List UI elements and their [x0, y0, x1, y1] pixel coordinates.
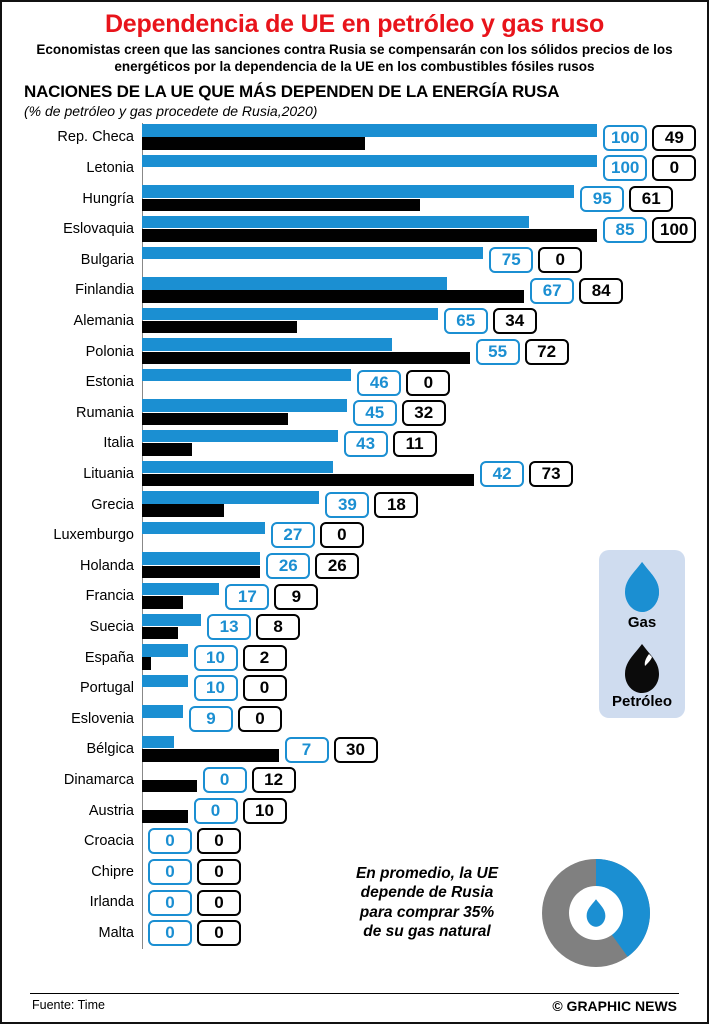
- value-pill-gas: 26: [266, 553, 310, 579]
- bar-gas: [142, 216, 529, 228]
- value-pill-gas: 0: [148, 859, 192, 885]
- bar-gas: [142, 491, 319, 503]
- page-title: Dependencia de UE en petróleo y gas ruso: [104, 10, 605, 38]
- chart-row: [2, 582, 699, 613]
- average-note-line3: para comprar 35%: [359, 903, 495, 921]
- chart-row: [2, 673, 699, 704]
- bar-gas: [142, 155, 597, 167]
- category-label: Lituania: [83, 465, 134, 482]
- value-pill-oil: 0: [238, 706, 282, 732]
- chart-row: [2, 796, 699, 827]
- value-labels: [480, 461, 573, 487]
- bar-track: [142, 796, 699, 827]
- legend-label-oil: Petróleo: [611, 693, 672, 710]
- bar-chart: [2, 123, 707, 949]
- bar-oil: [142, 137, 365, 149]
- source-label: Fuente: Time: [32, 998, 105, 1012]
- bar-gas: [142, 399, 347, 411]
- value-labels: [194, 675, 287, 701]
- bar-gas: [142, 247, 483, 259]
- value-pill-oil: 11: [393, 431, 437, 457]
- bar-track: [142, 184, 699, 215]
- value-pill-oil: 2: [243, 645, 287, 671]
- category-label: Eslovaquia: [63, 221, 134, 238]
- category-label: España: [84, 649, 134, 666]
- category-label: Hungría: [82, 190, 134, 207]
- bar-track: [142, 520, 699, 551]
- zero-axis: [142, 918, 143, 949]
- value-pill-oil: 72: [525, 339, 569, 365]
- bar-oil: [142, 229, 597, 241]
- value-labels: [189, 706, 282, 732]
- value-pill-oil: 8: [256, 614, 300, 640]
- value-pill-gas: 75: [489, 247, 533, 273]
- category-label: Bélgica: [86, 741, 134, 758]
- chart-row: [2, 184, 699, 215]
- value-pill-oil: 0: [652, 155, 696, 181]
- value-labels: [580, 186, 673, 212]
- value-labels: [357, 370, 450, 396]
- category-label: Suecia: [89, 618, 134, 635]
- bar-track: [142, 306, 699, 337]
- value-labels: [476, 339, 569, 365]
- bar-gas: [142, 277, 447, 289]
- value-labels: [489, 247, 582, 273]
- bar-oil: [142, 199, 420, 211]
- bar-gas: [142, 185, 574, 197]
- value-pill-oil: 26: [315, 553, 359, 579]
- bar-oil: [142, 780, 197, 792]
- chart-row: [2, 276, 699, 307]
- value-labels: [325, 492, 418, 518]
- bar-oil: [142, 443, 192, 455]
- chart-row: [2, 765, 699, 796]
- bar-gas: [142, 583, 219, 595]
- zero-axis: [142, 826, 143, 857]
- value-labels: [444, 308, 537, 334]
- value-pill-oil: 0: [197, 890, 241, 916]
- value-pill-gas: 55: [476, 339, 520, 365]
- value-pill-gas: 85: [603, 217, 647, 243]
- value-pill-gas: 65: [444, 308, 488, 334]
- average-note-line2: depende de Rusia: [360, 884, 494, 902]
- category-label: Dinamarca: [63, 771, 134, 788]
- bar-oil: [142, 321, 297, 333]
- value-pill-gas: 46: [357, 370, 401, 396]
- chart-row: [2, 643, 699, 674]
- value-pill-gas: 39: [325, 492, 369, 518]
- category-label: Alemania: [73, 313, 134, 329]
- bar-track: [142, 368, 699, 399]
- chart-row: [2, 337, 699, 368]
- chart-row: [2, 612, 699, 643]
- category-label: Bulgaria: [80, 251, 134, 268]
- category-label: Luxemburgo: [53, 527, 134, 544]
- chart-row: [2, 368, 699, 399]
- value-labels: [194, 798, 287, 824]
- chart-row: [2, 306, 699, 337]
- bar-oil: [142, 474, 474, 486]
- value-pill-oil: 0: [406, 370, 450, 396]
- zero-axis: [142, 857, 143, 888]
- bar-oil: [142, 810, 188, 822]
- bar-track: [142, 245, 699, 276]
- bar-oil: [142, 596, 183, 608]
- chart-row: [2, 245, 699, 276]
- category-label: Letonia: [86, 160, 134, 177]
- value-pill-oil: 18: [374, 492, 418, 518]
- bar-gas: [142, 705, 183, 717]
- category-label: Francia: [85, 588, 134, 605]
- chart-row: [2, 735, 699, 766]
- credit-label: © GRAPHIC NEWS: [552, 998, 677, 1014]
- value-pill-oil: 0: [197, 828, 241, 854]
- bar-track: [142, 429, 699, 460]
- bar-gas: [142, 644, 188, 656]
- category-label: Chipre: [91, 863, 134, 880]
- value-pill-gas: 10: [194, 675, 238, 701]
- chart-row: [2, 551, 699, 582]
- bar-gas: [142, 552, 260, 564]
- value-pill-gas: 0: [203, 767, 247, 793]
- value-pill-gas: 42: [480, 461, 524, 487]
- value-pill-oil: 10: [243, 798, 287, 824]
- value-labels: [603, 125, 696, 151]
- section-subheading: (% de petróleo y gas procedete de Rusia,2020): [24, 102, 318, 119]
- bar-oil: [142, 749, 279, 761]
- bar-track: [142, 276, 699, 307]
- bar-oil: [142, 352, 470, 364]
- value-pill-oil: 0: [538, 247, 582, 273]
- value-pill-gas: 0: [148, 828, 192, 854]
- chart-row: [2, 398, 699, 429]
- value-pill-oil: 49: [652, 125, 696, 151]
- bar-gas: [142, 675, 188, 687]
- average-note-line1: En promedio, la UE: [355, 865, 499, 882]
- chart-row: [2, 826, 699, 857]
- bar-gas: [142, 522, 265, 534]
- category-label: Grecia: [91, 496, 134, 513]
- category-label: Malta: [98, 924, 134, 941]
- value-labels: [530, 278, 623, 304]
- bar-gas: [142, 369, 351, 381]
- bar-track: [142, 398, 699, 429]
- value-pill-oil: 34: [493, 308, 537, 334]
- chart-row: [2, 215, 699, 246]
- page-subtitle: Economistas creen que las sanciones contra Rusia se compensarán con los sólidos precios de los energéticos por la dependencia de la UE en los combustibles fósiles rusos: [36, 42, 673, 74]
- value-pill-oil: 9: [274, 584, 318, 610]
- value-pill-gas: 43: [344, 431, 388, 457]
- chart-row: [2, 429, 699, 460]
- value-pill-gas: 95: [580, 186, 624, 212]
- bar-track: [142, 459, 699, 490]
- gas-flame-icon: [599, 558, 685, 616]
- value-pill-gas: 0: [194, 798, 238, 824]
- bar-gas: [142, 430, 338, 442]
- value-pill-oil: 0: [197, 859, 241, 885]
- section-heading: NACIONES DE LA UE QUE MÁS DEPENDEN DE LA ENERGÍA RUSA: [24, 81, 560, 101]
- bar-track: [142, 123, 699, 154]
- bar-oil: [142, 290, 524, 302]
- value-pill-gas: 13: [207, 614, 251, 640]
- bar-gas: [142, 736, 174, 748]
- legend: [599, 550, 685, 718]
- category-label: Polonia: [85, 343, 134, 360]
- value-labels: [271, 522, 364, 548]
- bar-track: [142, 215, 699, 246]
- chart-row: [2, 123, 699, 154]
- category-label: Estonia: [85, 374, 134, 391]
- value-pill-gas: 0: [148, 890, 192, 916]
- value-labels: [603, 217, 696, 243]
- value-labels: [148, 890, 241, 916]
- bar-gas: [142, 461, 333, 473]
- chart-row: [2, 490, 699, 521]
- donut-chart: [540, 857, 652, 969]
- bar-track: [142, 153, 699, 184]
- bar-oil: [142, 657, 151, 669]
- value-pill-oil: 0: [320, 522, 364, 548]
- value-pill-oil: 100: [652, 217, 696, 243]
- value-pill-gas: 100: [603, 125, 647, 151]
- value-labels: [148, 859, 241, 885]
- value-pill-gas: 0: [148, 920, 192, 946]
- value-pill-oil: 12: [252, 767, 296, 793]
- value-pill-oil: 0: [243, 675, 287, 701]
- zero-axis: [142, 888, 143, 919]
- oil-drop-icon: [599, 639, 685, 697]
- value-labels: [266, 553, 359, 579]
- value-pill-oil: 73: [529, 461, 573, 487]
- bar-oil: [142, 627, 178, 639]
- value-labels: [148, 828, 241, 854]
- value-pill-gas: 17: [225, 584, 269, 610]
- bar-gas: [142, 308, 438, 320]
- chart-row: [2, 520, 699, 551]
- category-label: Rumania: [75, 404, 134, 421]
- bar-track: [142, 490, 699, 521]
- bar-track: [142, 765, 699, 796]
- footer: [2, 998, 707, 1014]
- bar-oil: [142, 566, 260, 578]
- value-pill-oil: 84: [579, 278, 623, 304]
- chart-row: [2, 704, 699, 735]
- footer-divider: [30, 993, 679, 994]
- category-label: Italia: [103, 435, 134, 452]
- value-labels: [603, 155, 696, 181]
- value-pill-oil: 0: [197, 920, 241, 946]
- value-pill-gas: 9: [189, 706, 233, 732]
- value-pill-oil: 61: [629, 186, 673, 212]
- category-label: Rep. Checa: [57, 129, 134, 146]
- category-label: Croacia: [84, 833, 134, 850]
- bar-oil: [142, 413, 288, 425]
- value-labels: [353, 400, 446, 426]
- value-pill-gas: 27: [271, 522, 315, 548]
- value-labels: [148, 920, 241, 946]
- value-pill-gas: 67: [530, 278, 574, 304]
- bar-track: [142, 337, 699, 368]
- value-pill-gas: 45: [353, 400, 397, 426]
- value-labels: [225, 584, 318, 610]
- value-pill-gas: 7: [285, 737, 329, 763]
- legend-label-gas: Gas: [627, 614, 657, 631]
- value-pill-oil: 30: [334, 737, 378, 763]
- average-note-line4: de su gas natural: [363, 923, 491, 941]
- chart-row: [2, 459, 699, 490]
- category-label: Portugal: [79, 680, 134, 697]
- category-label: Finlandia: [75, 282, 134, 299]
- bar-track: [142, 826, 699, 857]
- value-labels: [203, 767, 296, 793]
- value-labels: [285, 737, 378, 763]
- value-pill-oil: 32: [402, 400, 446, 426]
- bar-track: [142, 735, 699, 766]
- bar-gas: [142, 614, 201, 626]
- value-labels: [207, 614, 300, 640]
- value-labels: [344, 431, 437, 457]
- category-label: Irlanda: [89, 894, 134, 911]
- category-label: Austria: [88, 802, 134, 819]
- value-pill-gas: 100: [603, 155, 647, 181]
- value-labels: [194, 645, 287, 671]
- value-pill-gas: 10: [194, 645, 238, 671]
- bar-gas: [142, 338, 392, 350]
- category-label: Eslovenia: [71, 710, 134, 727]
- category-label: Holanda: [79, 557, 134, 574]
- chart-row: [2, 153, 699, 184]
- average-note: [332, 864, 522, 942]
- bar-gas: [142, 124, 597, 136]
- bar-oil: [142, 504, 224, 516]
